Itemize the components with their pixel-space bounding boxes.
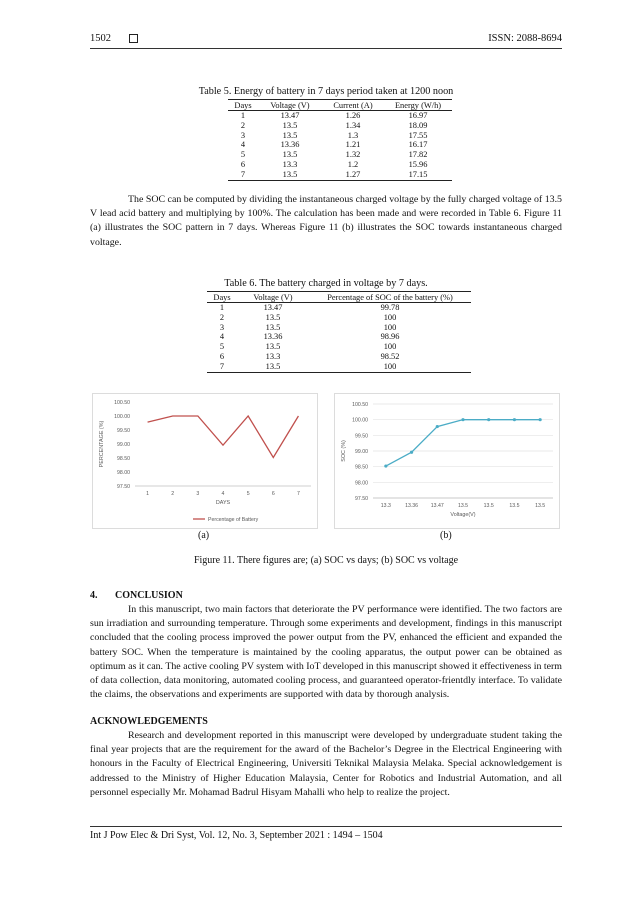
chart-a-svg xyxy=(93,394,317,528)
data-point xyxy=(487,418,490,421)
table-cell: 98.96 xyxy=(380,332,400,342)
table-cell: 13.5 xyxy=(282,120,298,130)
y-tick-label: 97.50 xyxy=(117,484,130,490)
footer-citation: Int J Pow Elec & Dri Syst, Vol. 12, No. 3, September 2021 : 1494 – 1504 xyxy=(90,830,383,841)
column-header: Days xyxy=(228,100,258,111)
x-tick-label: 13.3 xyxy=(380,503,391,509)
x-tick-label: 7 xyxy=(296,491,300,497)
table-cell: 99.78 xyxy=(380,303,400,312)
table-cell: 100 xyxy=(309,362,471,372)
table-cell: 16.17 xyxy=(408,140,428,150)
table-cell: 6 xyxy=(219,351,225,361)
y-tick-label: 99.00 xyxy=(117,442,130,448)
table-cell: 13.5 xyxy=(282,130,298,140)
page-header-left xyxy=(90,33,138,44)
x-tick-label: 13.5 xyxy=(535,503,546,509)
x-tick-label: 13.5 xyxy=(457,503,469,509)
column-header: Percentage of SOC of the battery (%) xyxy=(309,292,471,303)
square-bullet-icon xyxy=(129,34,138,43)
table-cell: 17.55 xyxy=(408,130,428,140)
x-tick-label: 13.5 xyxy=(483,503,494,509)
acknowledgements-text: Research and development reported in this manuscript were developed by undergraduate student taking the final year projects that are the requirement for the award of the Bachelor’s Degree in the Electrical Engineering with honours in the Faculty of Electrical Engineering, Universiti Teknikal Malaysia Melaka. Special acknowledgement is addressed to the Ministry of Higher Education Malaysia, Center for Robotics and Industrial Automation, and all personnel especially Mr. Mohamad Badrul Hisyam Mahalli who help to realize the project. xyxy=(90,730,562,798)
column-header: Days xyxy=(207,292,237,303)
table-cell: 15.96 xyxy=(408,159,428,169)
chart-soc-vs-days xyxy=(92,393,318,529)
table-cell: 13.5 xyxy=(282,150,298,160)
y-tick-label: 98.50 xyxy=(355,464,368,471)
table-cell: 3 xyxy=(219,322,225,332)
table-row xyxy=(207,362,471,372)
y-tick-label: 98.50 xyxy=(117,456,130,462)
y-tick-label: 100.50 xyxy=(352,402,368,408)
data-point xyxy=(461,418,464,421)
conclusion-body xyxy=(90,603,562,702)
table-row xyxy=(228,170,452,180)
paragraph-soc xyxy=(90,193,562,250)
figure-caption: Figure 11. There figures are; (a) SOC vs days; (b) SOC vs voltage xyxy=(193,555,459,566)
table-cell: 98.52 xyxy=(380,351,400,361)
series-line xyxy=(386,420,540,466)
x-tick-label: 6 xyxy=(271,491,275,497)
table-cell: 1 xyxy=(240,111,246,120)
table-cell: 17.15 xyxy=(384,170,452,180)
legend-label: Percentage of Battery xyxy=(208,517,259,523)
footer-rule xyxy=(90,826,562,827)
table-cell: 17.82 xyxy=(408,150,428,160)
column-header: Current (A) xyxy=(322,100,384,111)
table-cell: 1.3 xyxy=(347,130,359,140)
series-line xyxy=(148,416,299,457)
table-cell: 13.36 xyxy=(280,140,300,150)
x-axis-label: Voltage(V) xyxy=(450,512,476,518)
figure-label-b: (b) xyxy=(440,530,452,541)
table-row xyxy=(228,140,452,150)
x-tick-label: 13.5 xyxy=(509,503,520,509)
table-cell: 16.97 xyxy=(408,111,428,120)
table-cell: 100 xyxy=(383,322,397,332)
table-cell: 1 xyxy=(219,303,225,312)
table-cell: 13.47 xyxy=(263,303,283,312)
table6 xyxy=(207,291,471,373)
table-row xyxy=(207,323,471,333)
y-axis-label: PERCENTAGE (%) xyxy=(99,420,105,468)
acknowledgements-body xyxy=(90,729,562,800)
table-cell: 1.34 xyxy=(345,120,361,130)
table-cell: 1.27 xyxy=(322,170,384,180)
page-number: 1502 xyxy=(90,33,111,44)
column-header: Energy (W/h) xyxy=(384,100,452,111)
y-tick-label: 97.50 xyxy=(355,496,368,502)
table-cell: 1.32 xyxy=(345,150,361,160)
table-cell: 4 xyxy=(219,332,225,342)
data-point xyxy=(513,418,516,421)
x-tick-label: 5 xyxy=(246,491,250,497)
x-tick-label: 13.47 xyxy=(430,503,444,509)
figure-label-a: (a) xyxy=(198,530,210,541)
paragraph-soc-text: The SOC can be computed by dividing the instantaneous charged voltage by the fully charged voltage of 13.5 V lead acid battery and multiplying by 100%. The calculation has been made and were recorded in Table 6. Figure 11 (a) illustrates the SOC pattern in 7 days. Whereas Figure 11 (b) illustrates the SOC towards instantaneous charged voltage. xyxy=(90,194,562,248)
conclusion-heading: 4. CONCLUSION xyxy=(90,590,183,601)
table-cell: 1.26 xyxy=(345,111,361,120)
table-cell: 13.5 xyxy=(258,170,322,180)
table-cell: 5 xyxy=(240,150,246,160)
x-tick-label: 1 xyxy=(146,491,150,497)
x-tick-label: 13.36 xyxy=(405,503,419,509)
table-cell: 13.3 xyxy=(282,159,298,169)
y-tick-label: 98.00 xyxy=(117,470,130,476)
table-row xyxy=(207,342,471,352)
table-cell: 2 xyxy=(240,120,246,130)
table-cell: 13.5 xyxy=(265,322,281,332)
chart-soc-vs-voltage xyxy=(334,393,560,529)
column-header: Voltage (V) xyxy=(237,292,309,303)
acknowledgements-heading: ACKNOWLEDGEMENTS xyxy=(90,716,208,727)
data-point xyxy=(539,418,542,421)
column-header: Voltage (V) xyxy=(258,100,322,111)
table-cell: 6 xyxy=(240,159,246,169)
table-cell: 2 xyxy=(219,312,225,322)
table-cell: 13.5 xyxy=(265,312,281,322)
table-cell: 7 xyxy=(207,362,237,372)
table-row xyxy=(228,131,452,141)
header-rule xyxy=(90,48,562,49)
x-tick-label: 2 xyxy=(171,491,175,497)
table-row xyxy=(207,313,471,323)
table-cell: 3 xyxy=(240,130,246,140)
table-cell: 13.36 xyxy=(263,332,283,342)
table-row xyxy=(207,303,471,313)
data-point xyxy=(436,425,439,428)
table5 xyxy=(228,99,452,181)
y-tick-label: 99.00 xyxy=(355,449,368,455)
x-tick-label: 4 xyxy=(221,491,225,497)
y-tick-label: 100.50 xyxy=(114,400,130,406)
table-cell: 1.21 xyxy=(345,140,361,150)
conclusion-text: In this manuscript, two main factors that deteriorate the PV performance were identified. The two factors are sun irradiation and surrounding temperature. Through some experiments and development, findings in this manuscript concluded that the cooling process improved the power output from the PV, enhanced the efficient and expanded the battery SOC. When the temperature is maintained by the cooling apparatus, the output power can be obtained as optimum as it can. The active cooling PV system with IoT developed in this manuscript showed it effectiveness in term of data collection, data monitoring, automated cooling process, and guaranteed operator-frientdly interface. To validate the claims, the observations and experiments are supported with data by thorough analysis. xyxy=(90,604,562,701)
table-row xyxy=(207,332,471,342)
table-cell: 13.3 xyxy=(265,351,281,361)
table-row xyxy=(228,111,452,121)
table-row xyxy=(228,160,452,170)
data-point xyxy=(410,451,413,454)
y-tick-label: 99.50 xyxy=(355,433,368,440)
table-cell: 4 xyxy=(240,140,246,150)
y-tick-label: 98.00 xyxy=(355,480,368,487)
table-cell: 100 xyxy=(383,342,397,352)
x-tick-label: 3 xyxy=(196,491,200,497)
chart-b-svg xyxy=(335,394,559,528)
table6-caption: Table 6. The battery charged in voltage by 7 days. xyxy=(224,278,428,289)
table-cell: 13.5 xyxy=(237,362,309,372)
y-tick-label: 99.50 xyxy=(117,428,130,434)
table-cell: 5 xyxy=(219,342,225,352)
table-cell: 18.09 xyxy=(408,120,428,130)
table-cell: 7 xyxy=(228,170,258,180)
table-cell: 13.5 xyxy=(265,342,281,352)
x-axis-label: DAYS xyxy=(215,500,231,506)
table-row xyxy=(207,352,471,362)
data-point xyxy=(384,464,387,467)
y-tick-label: 100.00 xyxy=(114,414,130,420)
table-cell: 100 xyxy=(383,312,397,322)
issn: ISSN: 2088-8694 xyxy=(488,33,562,44)
table-row xyxy=(228,121,452,131)
table-cell: 13.47 xyxy=(280,111,300,120)
table-row xyxy=(228,150,452,160)
y-axis-label: SOC (%) xyxy=(341,440,347,462)
y-tick-label: 100.00 xyxy=(352,417,368,424)
table-cell: 1.2 xyxy=(347,159,359,169)
table5-caption: Table 5. Energy of battery in 7 days period taken at 1200 noon xyxy=(198,86,454,97)
